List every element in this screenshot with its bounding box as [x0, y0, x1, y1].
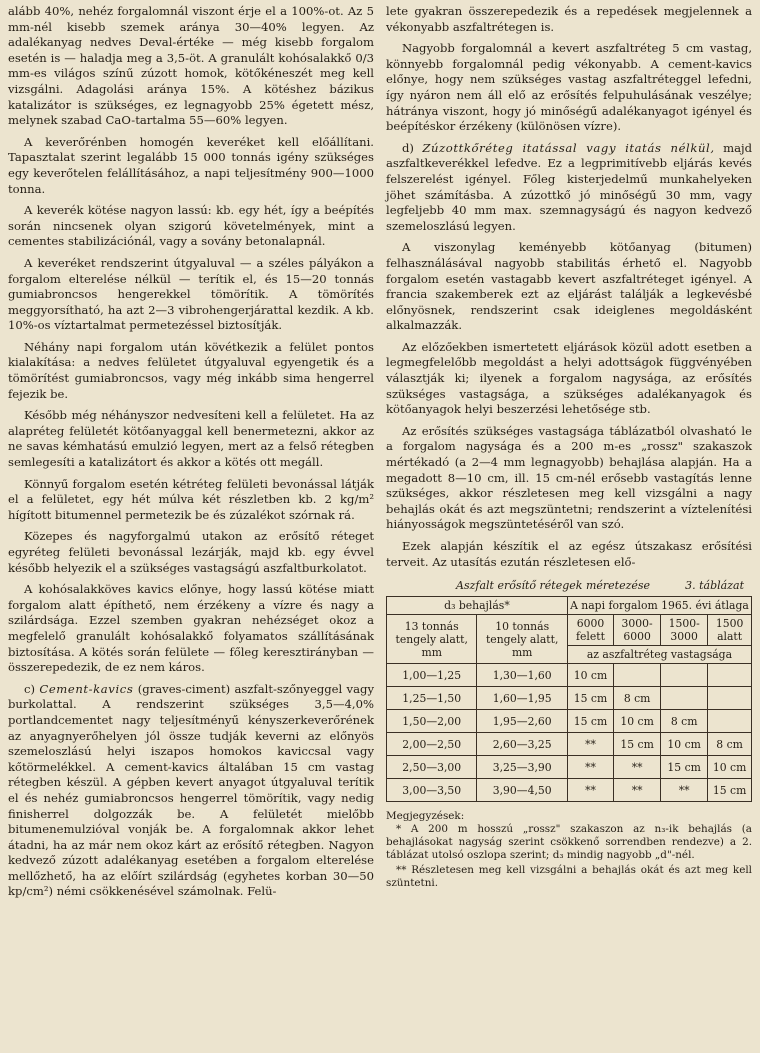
paragraph: Ezek alapján készítik el az egész útszakasz erősítési terveit. Az utasítás ezután részletesen elő-: [386, 539, 752, 569]
paragraph-text: majd aszfaltkeverékkel lefedve. Ez a legprimitívebb eljárás kevés felszerelést igényel. Főleg kisterjedelmű munkahelyeken jöhet számításba. A zúzottkő jó minőségű 30 mm, vagy legfeljebb 40 mm max. szemnagyságú és nagyon kedvező szemeloszlású legyen.: [386, 140, 752, 233]
table-caption: [386, 578, 752, 594]
table-cell: 10 cm: [708, 756, 752, 779]
table-cell: 3,90—4,50: [477, 779, 567, 802]
table-cell: 2,50—3,00: [387, 756, 477, 779]
table-cell: 1,25—1,50: [387, 687, 477, 710]
traffic-col-header: 1500-3000: [661, 615, 708, 646]
table-cell: 1,50—2,00: [387, 710, 477, 733]
left-column: [8, 4, 374, 906]
table-cell: 2,00—2,50: [387, 733, 477, 756]
table-row: [387, 779, 752, 802]
table-cell: 3,00—3,50: [387, 779, 477, 802]
table-cell: 15 cm: [567, 710, 613, 733]
table-cell: [708, 710, 752, 733]
paragraph: Később még néhányszor nedvesíteni kell a felületet. Ha az alapréteg felületét kötőanyaggal kell benermetezni, akkor az ne savas kémhatású emulzió legyen, mert az a felső rétegben semlegesíti a katalizátort és akkor a kötés ott megáll.: [8, 408, 374, 470]
item-prefix: c): [24, 681, 40, 696]
paragraph: Néhány napi forgalom után kövétkezik a felület pontos kialakítása: a nedves felületet útgyaluval egyengetik és a tömörítést gumiabroncsos, vagy még inkább sima hengerrel fejezik be.: [8, 339, 374, 401]
table-cell: 1,30—1,60: [477, 664, 567, 687]
table-cell: [614, 664, 661, 687]
table-row: [387, 687, 752, 710]
right-column: [386, 4, 752, 892]
table-cell: [661, 687, 708, 710]
traffic-col-header: 6000 felett: [567, 615, 613, 646]
table-row: [387, 756, 752, 779]
table-cell: **: [567, 733, 613, 756]
paragraph: A viszonylag keményebb kötőanyag (bitumen) felhasználásával nagyobb stabilitás érhető el. Nagyobb forgalom esetén vastagabb kevert aszfaltréteget igényel. A francia szakemberek ezt az eljárást találják a legkevésbé előnyösnek, rendszerint csak ideiglenes megoldásként alkalmazzák.: [386, 240, 752, 333]
table-row: [387, 733, 752, 756]
table-cell: **: [661, 779, 708, 802]
table-cell: 15 cm: [661, 756, 708, 779]
table-cell: 15 cm: [567, 687, 613, 710]
table-cell: **: [567, 779, 613, 802]
note-item: ** Részletesen meg kell vizsgálni a behajlás okát és azt meg kell szüntetni.: [386, 864, 752, 890]
table-cell: 1,95—2,60: [477, 710, 567, 733]
paragraph-text: (graves-ciment) aszfalt-szőnyeggel vagy burkolattal. A rendszerint szükséges 3,5—4,0% portlandcementet nagy teljesítményű kényszerkeverőrének az anyagnyerőhelyen jól össze tudják keverni az előnyös szemeloszlású helyi iszapos homokos kaviccsal vagy kőtörmelékkel. A cement-kavics általában 15 cm vastag rétegben készül. A gépben kevert anyagot útgyaluval terítik el és nehéz gumiabroncsos hengerrel tömörítik, vagy nedig finisherrel dolgozzák be. A felületét mielőbb bitumenemulzióval vonják be. A forgalomnak akkor lehet átadni, ha az már nem okoz kárt az erősítő rétegben. Nagyon kedvező zúzott adalékanyag esetében a forgalom elterelése mellőzhető, ha az előírt szilárdság (egyhetes korban 30—50 kp/cm²) némi csökkenésével számolnak. Felü-: [8, 681, 374, 899]
table-cell: 8 cm: [661, 710, 708, 733]
table-notes: [386, 810, 752, 890]
paragraph: lete gyakran összerepedezik és a repedések megjelennek a vékonyabb aszfaltrétegen is.: [386, 4, 752, 34]
table-cell: 8 cm: [614, 687, 661, 710]
table-cell: 10 cm: [614, 710, 661, 733]
note-item: * A 200 m hosszú „rossz" szakaszon az n₃-ik behajlás (a behajlásokat nagyság szerint csökkenő sorrendben rendezve) a 2. táblázat utolsó oszlopa szerint; d₃ mindig nagyobb „d"-nél.: [386, 823, 752, 862]
axle-10-header: 10 tonnás tengely alatt, mm: [477, 615, 567, 664]
table-header-row: [387, 615, 752, 646]
item-prefix: d): [402, 140, 423, 155]
table-cell: 10 cm: [567, 664, 613, 687]
table-cell: **: [614, 779, 661, 802]
table-cell: 15 cm: [708, 779, 752, 802]
table-title: Aszfalt erősítő rétegek méretezése: [456, 579, 651, 593]
paragraph: Közepes és nagyforgalmú utakon az erősítő réteget egyréteg felületi bevonással lezárják, majd kb. egy évvel később helyezik el a szükséges vastagságú aszfaltburkolatot.: [8, 529, 374, 575]
table-row: [387, 710, 752, 733]
thickness-header: az aszfaltréteg vastagsága: [567, 646, 751, 664]
table-cell: **: [567, 756, 613, 779]
paragraph: Az erősítés szükséges vastagsága táblázatból olvasható le a forgalom nagysága és a 200 m-es „rossz" szakaszok mértékadó (a 2—4 mm legnagyobb) behajlása alapján. Ha a megadott 8—10 cm, ill. 15 cm-nél erősebb vastagítás lenne szükséges, akkor részletesen meg kell vizsgálni a nagy behajlás okát és azt megszüntetni; rendszerint a víztelenítési hiányosságok megszüntetéséről van szó.: [386, 423, 752, 532]
table-number: 3. táblázat: [685, 579, 744, 593]
table-cell: 10 cm: [661, 733, 708, 756]
table-cell: 8 cm: [708, 733, 752, 756]
d3-header: d₃ behajlás*: [387, 597, 568, 615]
zuzottko-paragraph: [386, 141, 752, 235]
table-cell: 1,60—1,95: [477, 687, 567, 710]
table-cell: 3,25—3,90: [477, 756, 567, 779]
thickness-table: [386, 596, 752, 802]
paragraph: Könnyű forgalom esetén kétréteg felületi bevonással látják el a felületet, egy hét múlva két részletben kb. 2 kg/m² hígított bitumennel permetezik be és zúzalékot szórnak rá.: [8, 476, 374, 522]
table-row: [387, 664, 752, 687]
table-header-row: [387, 597, 752, 615]
table-cell: 1,00—1,25: [387, 664, 477, 687]
traffic-header: A napi forgalom 1965. évi átlaga: [567, 597, 751, 615]
table-cell: [661, 664, 708, 687]
traffic-col-header: 3000-6000: [614, 615, 661, 646]
notes-heading: Megjegyzések:: [386, 810, 465, 823]
traffic-col-header: 1500 alatt: [708, 615, 752, 646]
table-cell: 2,60—3,25: [477, 733, 567, 756]
paragraph: Nagyobb forgalomnál a kevert aszfaltréteg 5 cm vastag, könnyebb forgalomnál pedig vékonyabb. A cement-kavics előnye, hogy nem szükséges vastag aszfaltréteggel lefedni, így nyáron nem áll elő az erősítés felpuhulásának veszélye; hátránya viszont, hogy jó minőségű adalékanyagot igényel és beépítéskor érzékeny (különösen vízre).: [386, 41, 752, 134]
paragraph: A kohósalakköves kavics előnye, hogy lassú kötése miatt forgalom alatt építhető, nem érzékeny a vízre és nagy a szilárdsága. Ezzel szemben gyakran nehézséget okoz a megfelelő granulált kohósalakkő folyamatos szállításának biztosítása. A kötés során felülete — főleg keresztirányban — összerepedezik, de ez nem káros.: [8, 582, 374, 675]
table-cell: 15 cm: [614, 733, 661, 756]
table-cell: **: [614, 756, 661, 779]
paragraph: A keveréket rendszerint útgyaluval — a széles pályákon a forgalom elterelése nélkül — terítik el, és 15—20 tonnás gumiabroncsos hengerekkel tömörítik. A tömörítés meggyorsítható, ha azt 2—3 vibrohengerjárattal kezdik. A kb. 10%-os víztartalmat permetezéssel biztosítják.: [8, 255, 374, 333]
section-term: Cement-kavics: [39, 681, 134, 696]
table-cell: [708, 687, 752, 710]
cement-kavics-paragraph: [8, 682, 374, 900]
paragraph: A keverőrénben homogén keveréket kell előállítani. Tapasztalat szerint legalább 15 000 tonnás igény szükséges egy keverőtelen felállításához, a napi teljesítmény 900—1000 tonna.: [8, 134, 374, 196]
table-cell: [708, 664, 752, 687]
section-term: Zúzottkőréteg itatással vagy itatás nélkül,: [422, 140, 715, 155]
paragraph: A keverék kötése nagyon lassú: kb. egy hét, így a beépítés során nincsenek olyan szigorú követelmények, mint a cementes stabilizációnál, vagy a sovány betonalapnál.: [8, 203, 374, 249]
paragraph: alább 40%, nehéz forgalomnál viszont érje el a 100%-ot. Az 5 mm-nél kisebb szemek aránya 30—40% legyen. Az adalékanyag nedves Deval-értéke — még kisebb forgalom esetén is — haladja meg a 3,5-öt. A granulált kohósalakkő 0/3 mm-es világos színű zúzott homok, kötőkéneszét meg kell vizsgálni. Adagolási aránya 15%. A kötéshez bázikus katalizátor is szükséges, ez legnagyobb 25% égetett mész, melynek szabad CaO-tartalma 55—60% legyen.: [8, 4, 374, 128]
axle-13-header: 13 tonnás tengely alatt, mm: [387, 615, 477, 664]
paragraph: Az előzőekben ismertetett eljárások közül adott esetben a legmegfelelőbb megoldást a helyi adottságok függvényében választják ki; ilyenek a forgalom nagysága, az erősítés szükséges vastagsága, a szükséges adalékanyagok és kötőanyagok helyi beszerzési lehetősége stb.: [386, 339, 752, 417]
